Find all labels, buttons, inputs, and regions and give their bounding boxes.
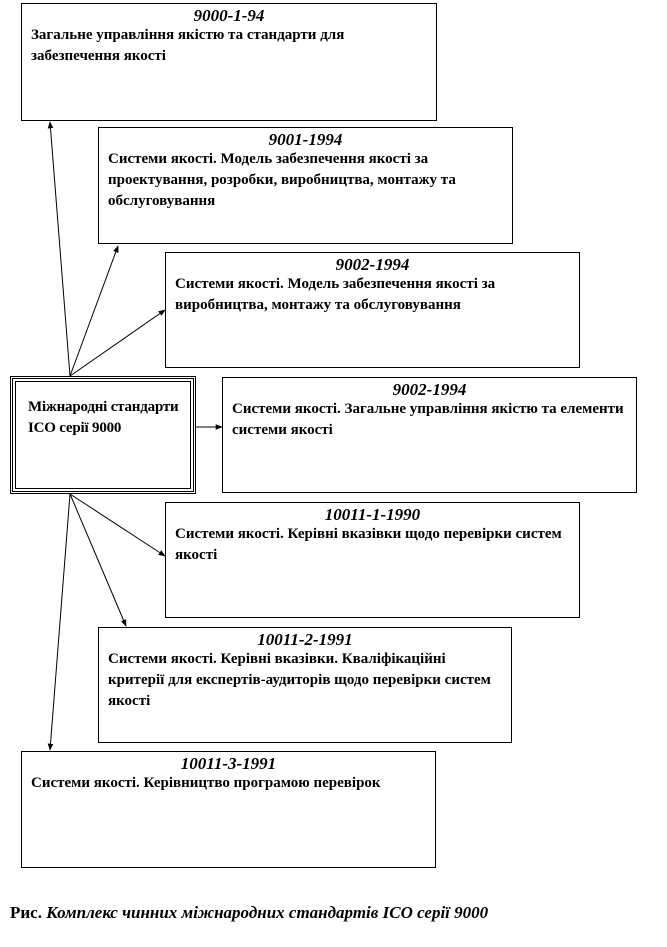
- standard-code: 9001-1994: [268, 130, 343, 149]
- standard-box-10011-1-1990: [165, 502, 580, 618]
- standard-box-10011-3-1991: [21, 751, 436, 868]
- standard-box-9002-1994-b: [222, 377, 637, 493]
- standard-box-9000-1-94: [21, 3, 437, 121]
- arrow-to-9001-1994: [70, 246, 118, 376]
- arrow-to-9002-1994-a: [70, 310, 165, 376]
- caption-prefix: Рис.: [10, 903, 42, 922]
- standard-box-9001-1994: [98, 127, 513, 244]
- standard-box-10011-2-1991: [98, 627, 512, 743]
- standard-description: Системи якості. Керівні вказівки щодо перевірки систем якості: [175, 526, 562, 563]
- standard-description: Системи якості. Модель забезпечення якості за проектування, розробки, виробництва, монтажу та обслуговування: [108, 151, 456, 209]
- standard-code: 10011-2-1991: [257, 630, 353, 649]
- standard-description: Загальне управління якістю та стандарти для забезпечення якості: [31, 27, 345, 64]
- arrow-to-10011-3-1991: [50, 494, 70, 750]
- arrow-to-9000-1-94: [50, 122, 70, 376]
- standard-code: 10011-1-1990: [324, 505, 421, 524]
- caption-text: Комплекс чинних міжнародних стандартів ІСО серії 9000: [46, 903, 489, 922]
- standard-code: 9002-1994: [335, 255, 410, 274]
- arrow-to-10011-1-1990: [70, 494, 165, 556]
- standard-description: Системи якості. Модель забезпечення якості за виробництва, монтажу та обслуговування: [175, 276, 496, 313]
- figure-caption: [10, 903, 488, 923]
- standard-code: 9000-1-94: [193, 6, 265, 25]
- standard-box-9002-1994-a: [165, 252, 580, 368]
- arrow-to-10011-2-1991: [70, 494, 126, 626]
- standard-code: 9002-1994: [392, 380, 467, 399]
- standard-description: Системи якості. Керівництво програмою перевірок: [31, 775, 381, 791]
- standard-description: Системи якості. Керівні вказівки. Кваліфікаційні критерії для експертів-аудиторів щодо перевірки систем якості: [108, 651, 491, 709]
- standard-code: 10011-3-1991: [180, 754, 277, 773]
- hub-label: Міжнародні стандарти ІСО серії 9000: [15, 381, 191, 489]
- hub-box-iso-9000: [10, 376, 196, 494]
- standard-description: Системи якості. Загальне управління якістю та елементи системи якості: [232, 401, 624, 438]
